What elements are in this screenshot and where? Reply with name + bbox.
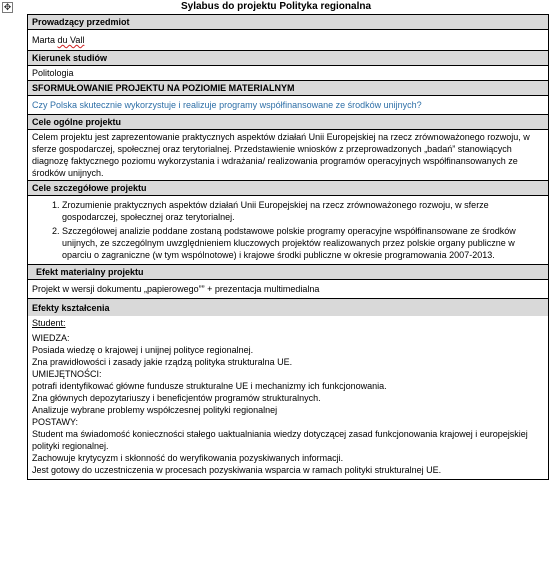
outcome-line: Posiada wiedzę o krajowej i unijnej polityce regionalnej. [32, 345, 254, 355]
material-topic-row [28, 96, 549, 115]
field-value-row [28, 66, 549, 81]
lecturer-name-cell[interactable] [28, 30, 549, 51]
material-heading-row [28, 81, 549, 96]
learning-outcomes-cell[interactable] [28, 299, 549, 480]
project-topic[interactable]: Czy Polska skutecznie wykorzystuje i realizuje programy współfinansowane ze środków unijnych? [28, 96, 549, 115]
detailed-goals-list-row [28, 196, 549, 265]
material-effect-text-row [28, 280, 549, 299]
outcome-line: WIEDZA: [32, 333, 70, 343]
outcome-line: POSTAWY: [32, 417, 79, 427]
field-heading-row [28, 51, 549, 66]
learning-outcomes-body [28, 316, 548, 479]
detailed-goal-item: 2. Szczegółowej analizie poddane zostaną podstawowe polskie programy operacyjne współfinansowane ze środków unijnych, ze szczególnym uwzględnieniem kluczowych projektów realizowanych przez polskie organy publiczne w oparciu o zagraniczne (w tym wspólnotowe) i krajowe środki publiczne w okresie programowania 2007-2013. [62, 225, 544, 261]
learning-outcomes-row [28, 299, 549, 480]
detailed-goals-list [32, 199, 544, 261]
outcome-line: Student ma świadomość konieczności stałego uaktualniania wiedzy dotyczącej zasad funkcjonowania krajowej i europejskiej polityki regionalnej. [32, 429, 528, 451]
material-heading: SFORMUŁOWANIE PROJEKTU NA POZIOMIE MATERIALNYM [28, 81, 549, 96]
document-title: Sylabus do projektu Polityka regionalna [180, 1, 372, 12]
field-value[interactable]: Politologia [28, 66, 549, 81]
outcome-line: potrafi identyfikować główne fundusze strukturalne UE i mechanizmy ich funkcjonowania. [32, 381, 387, 391]
lecturer-name-first: Marta [32, 35, 58, 45]
detailed-goal-item: 1. Zrozumienie praktycznych aspektów działań Unii Europejskiej na rzecz zrównoważonego rozwoju, w sferze gospodarczej, społecznej oraz terytorialnej. [62, 199, 544, 223]
lecturer-heading: Prowadzący przedmiot [28, 15, 549, 30]
outcome-line: Zna prawidłowości i zasady jakie rządzą polityka strukturalna UE. [32, 357, 293, 367]
material-effect-heading: Efekt materialny projektu [28, 265, 549, 280]
learning-outcomes-heading: Efekty kształcenia [28, 299, 548, 316]
outcome-line: Zna głównych depozytariuszy i beneficjentów programów strukturalnych. [32, 393, 321, 403]
lecturer-value-row [28, 30, 549, 51]
table-move-handle-icon[interactable]: ✥ [3, 2, 12, 12]
syllabus-table [27, 14, 549, 480]
outcome-line: UMIEJĘTNOŚCI: [32, 369, 102, 379]
detailed-goals-cell[interactable] [28, 196, 549, 265]
field-heading: Kierunek studiów [28, 51, 549, 66]
lecturer-heading-row [28, 15, 549, 30]
general-goals-heading-row [28, 115, 549, 130]
outcome-line: Jest gotowy do uczestniczenia w procesach pozyskiwania wsparcia w ramach polityki strukturalnej UE. [32, 465, 442, 475]
outcome-line: Zachowuje krytycyzm i skłonność do weryfikowania pozyskiwanych informacji. [32, 453, 344, 463]
general-goals-heading: Cele ogólne projektu [28, 115, 549, 130]
lecturer-name-last: du Vall [57, 35, 85, 45]
material-effect-heading-row [28, 265, 549, 280]
general-goals-text[interactable]: Celem projektu jest zaprezentowanie praktycznych aspektów działań Unii Europejskiej na rzecz zrównoważonego rozwoju, w sferze gospodarczej, społecznej oraz terytorialnej. Przedstawienie wniosków z przeprowadzonych „badań” stanowiących diagnozę faktycznego poziomu wykorzystania i wdrażania/ realizowania programów operacyjnych współfinansowanych ze środków unijnych. [28, 130, 549, 181]
outcome-line: Analizuje wybrane problemy współczesnej polityki regionalnej [32, 405, 278, 415]
material-effect-text[interactable]: Projekt w wersji dokumentu „papierowego”” + prezentacja multimedialna [28, 280, 549, 299]
general-goals-text-row [28, 130, 549, 181]
detailed-goals-heading: Cele szczegółowe projektu [28, 181, 549, 196]
student-label: Student: [32, 318, 66, 328]
detailed-goals-heading-row [28, 181, 549, 196]
